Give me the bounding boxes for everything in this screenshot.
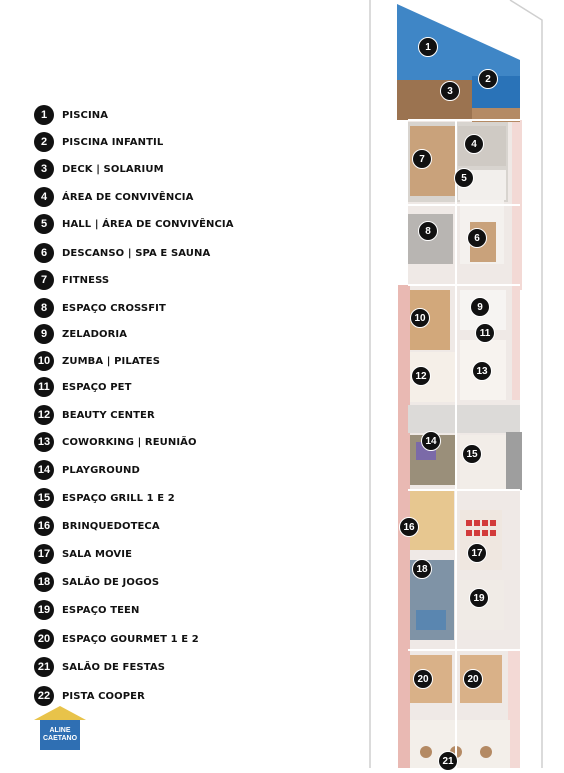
wall-strip-2 [512,290,520,400]
plan-marker: 15 [462,444,482,464]
legend-number-badge: 19 [34,600,54,620]
legend-item [34,269,109,291]
legend-number-badge: 12 [34,405,54,425]
plan-marker: 8 [418,221,438,241]
company-logo [34,706,86,752]
legend-number-badge: 6 [34,243,54,263]
legend-item [34,158,164,180]
plan-marker: 14 [421,431,441,451]
legend-label: ESPAÇO CROSSFIT [62,302,166,314]
plan-marker: 19 [469,588,489,608]
legend-label: PISTA COOPER [62,690,145,702]
legend-number-badge: 16 [34,516,54,536]
plan-marker: 18 [412,559,432,579]
legend-item [34,213,234,235]
legend-label: ZELADORIA [62,328,128,340]
legend-label: SALA MOVIE [62,548,133,560]
floor-plan [360,0,564,768]
legend-label: BEAUTY CENTER [62,409,155,421]
legend-label: DECK | SOLARIUM [62,163,164,175]
legend-item [34,656,165,678]
legend-label: ESPAÇO TEEN [62,604,140,616]
legend-number-badge: 2 [34,132,54,152]
legend-label: HALL | ÁREA DE CONVIVÊNCIA [62,218,234,230]
legend-number-badge: 3 [34,159,54,179]
legend-label: SALÃO DE FESTAS [62,661,165,673]
deck-area [397,80,472,120]
legend-number-badge: 15 [34,488,54,508]
grill-equipment [506,432,522,490]
legend-label: PLAYGROUND [62,464,140,476]
legend-item [34,543,132,565]
legend-number-badge: 18 [34,572,54,592]
legend-item [34,599,139,621]
legend-item [34,404,155,426]
corridor [408,405,520,433]
legend-label: PISCINA [62,109,109,121]
legend-number-badge: 21 [34,657,54,677]
plan-marker: 16 [399,517,419,537]
plan-marker: 5 [454,168,474,188]
legend-item [34,685,145,707]
legend-item [34,131,163,153]
plan-marker: 4 [464,134,484,154]
legend-item [34,376,132,398]
legend-number-badge: 14 [34,460,54,480]
pool-table [416,610,446,630]
legend-number-badge: 4 [34,187,54,207]
plan-marker: 7 [412,149,432,169]
legend-item [34,350,160,372]
legend-number-badge: 22 [34,686,54,706]
legend-number-badge: 11 [34,377,54,397]
legend-number-badge: 8 [34,298,54,318]
plan-marker: 21 [438,751,458,771]
logo-body [40,720,80,750]
legend-number-badge: 9 [34,324,54,344]
plan-marker: 10 [410,308,430,328]
legend-item [34,104,108,126]
festas-floor [410,720,510,768]
legend-label: DESCANSO | SPA E SAUNA [62,247,211,259]
legend-number-badge: 13 [34,432,54,452]
legend-item [34,515,160,537]
plan-marker: 1 [418,37,438,57]
legend-label: ZUMBA | PILATES [62,355,161,367]
logo-line-1: ALINE [49,727,71,734]
legend-number-badge: 20 [34,629,54,649]
legend-label: ESPAÇO PET [62,381,132,393]
legend-item [34,297,166,319]
legend-item [34,431,197,453]
plan-marker: 20 [413,669,433,689]
legend-label: ESPAÇO GRILL 1 E 2 [62,492,175,504]
legend-item [34,487,175,509]
legend-item [34,323,127,345]
legend-label: SALÃO DE JOGOS [62,576,160,588]
plan-marker: 2 [478,69,498,89]
legend-item [34,186,193,208]
legend-label: FITNESS [62,274,110,286]
legend-item [34,459,140,481]
legend-label: PISCINA INFANTIL [62,136,164,148]
legend-item [34,628,199,650]
logo-roof-shape [34,706,86,720]
floor-plan-drawing [360,0,564,768]
logo-line-2: CAETANO [42,735,78,742]
legend-label: COWORKING | REUNIÃO [62,436,197,448]
plan-marker: 6 [467,228,487,248]
plan-marker: 11 [475,323,495,343]
plan-marker: 12 [411,366,431,386]
legend-number-badge: 5 [34,214,54,234]
legend-number-badge: 10 [34,351,54,371]
plan-marker: 17 [467,543,487,563]
plan-marker: 20 [463,669,483,689]
plan-marker: 9 [470,297,490,317]
legend-label: ESPAÇO GOURMET 1 E 2 [62,633,199,645]
legend-item [34,242,210,264]
plan-marker: 13 [472,361,492,381]
legend-label: BRINQUEDOTECA [62,520,160,532]
legend-number-badge: 1 [34,105,54,125]
legend-item [34,571,159,593]
pool-area [397,4,520,80]
legend-label: ÁREA DE CONVIVÊNCIA [62,191,194,203]
legend-number-badge: 17 [34,544,54,564]
legend-number-badge: 7 [34,270,54,290]
plan-marker: 3 [440,81,460,101]
